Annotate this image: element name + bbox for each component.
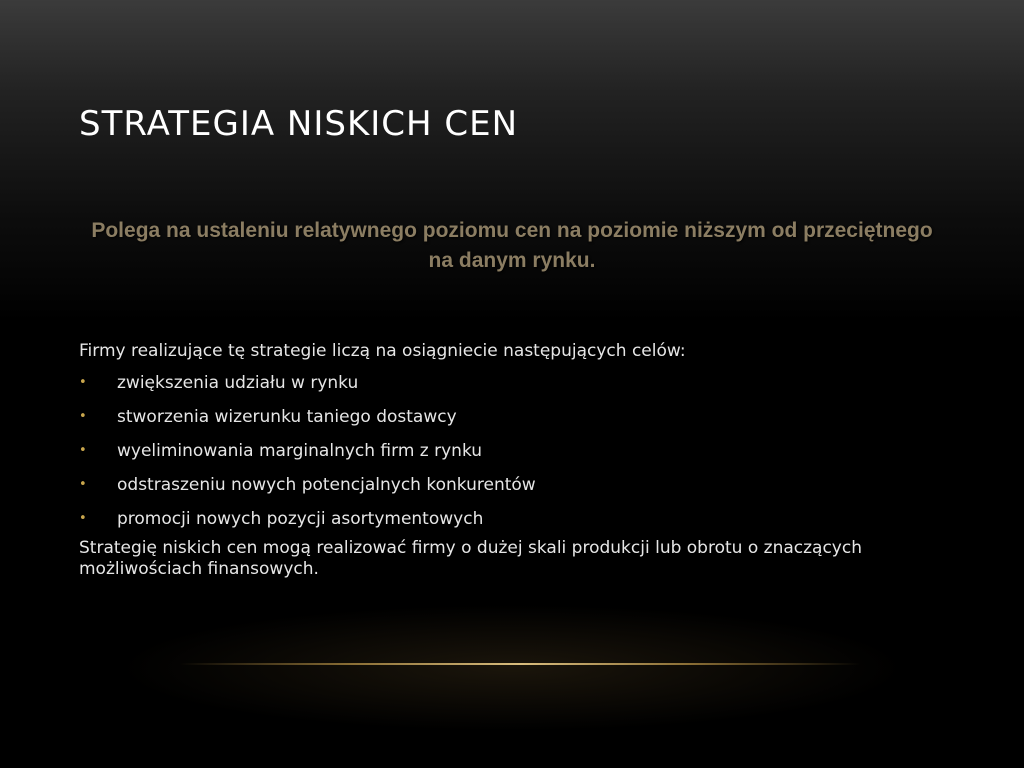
bullet-icon: • <box>79 375 87 390</box>
decorative-gold-line <box>180 663 860 665</box>
slide-body <box>79 336 949 580</box>
slide-title: STRATEGIA NISKICH CEN <box>79 104 519 144</box>
intro-text: Firmy realizujące tę strategie liczą na osiągniecie następujących celów: <box>79 341 686 361</box>
list-item <box>79 502 949 536</box>
list-item-text: stworzenia wizerunku taniego dostawcy <box>117 407 457 427</box>
bullet-icon: • <box>79 477 87 492</box>
list-item <box>79 434 949 468</box>
list-item-text: wyeliminowania marginalnych firm z rynku <box>117 441 483 461</box>
bullet-icon: • <box>79 443 87 458</box>
goals-list <box>79 366 949 536</box>
list-item-text: promocji nowych pozycji asortymentowych <box>117 509 484 529</box>
bullet-icon: • <box>79 409 87 424</box>
list-item <box>79 400 949 434</box>
list-item-text: odstraszeniu nowych potencjalnych konkurentów <box>117 475 536 495</box>
outro-text: Strategię niskich cen mogą realizować firmy o dużej skali produkcji lub obrotu o znaczących możliwościach finansowych. <box>79 538 862 579</box>
bullet-icon: • <box>79 511 87 526</box>
list-item <box>79 366 949 400</box>
list-item-text: zwiększenia udziału w rynku <box>117 373 359 393</box>
slide-subtitle: Polega na ustaleniu relatywnego poziomu cen na poziomie niższym od przeciętnego na danym rynku. <box>91 219 933 272</box>
list-item <box>79 468 949 502</box>
